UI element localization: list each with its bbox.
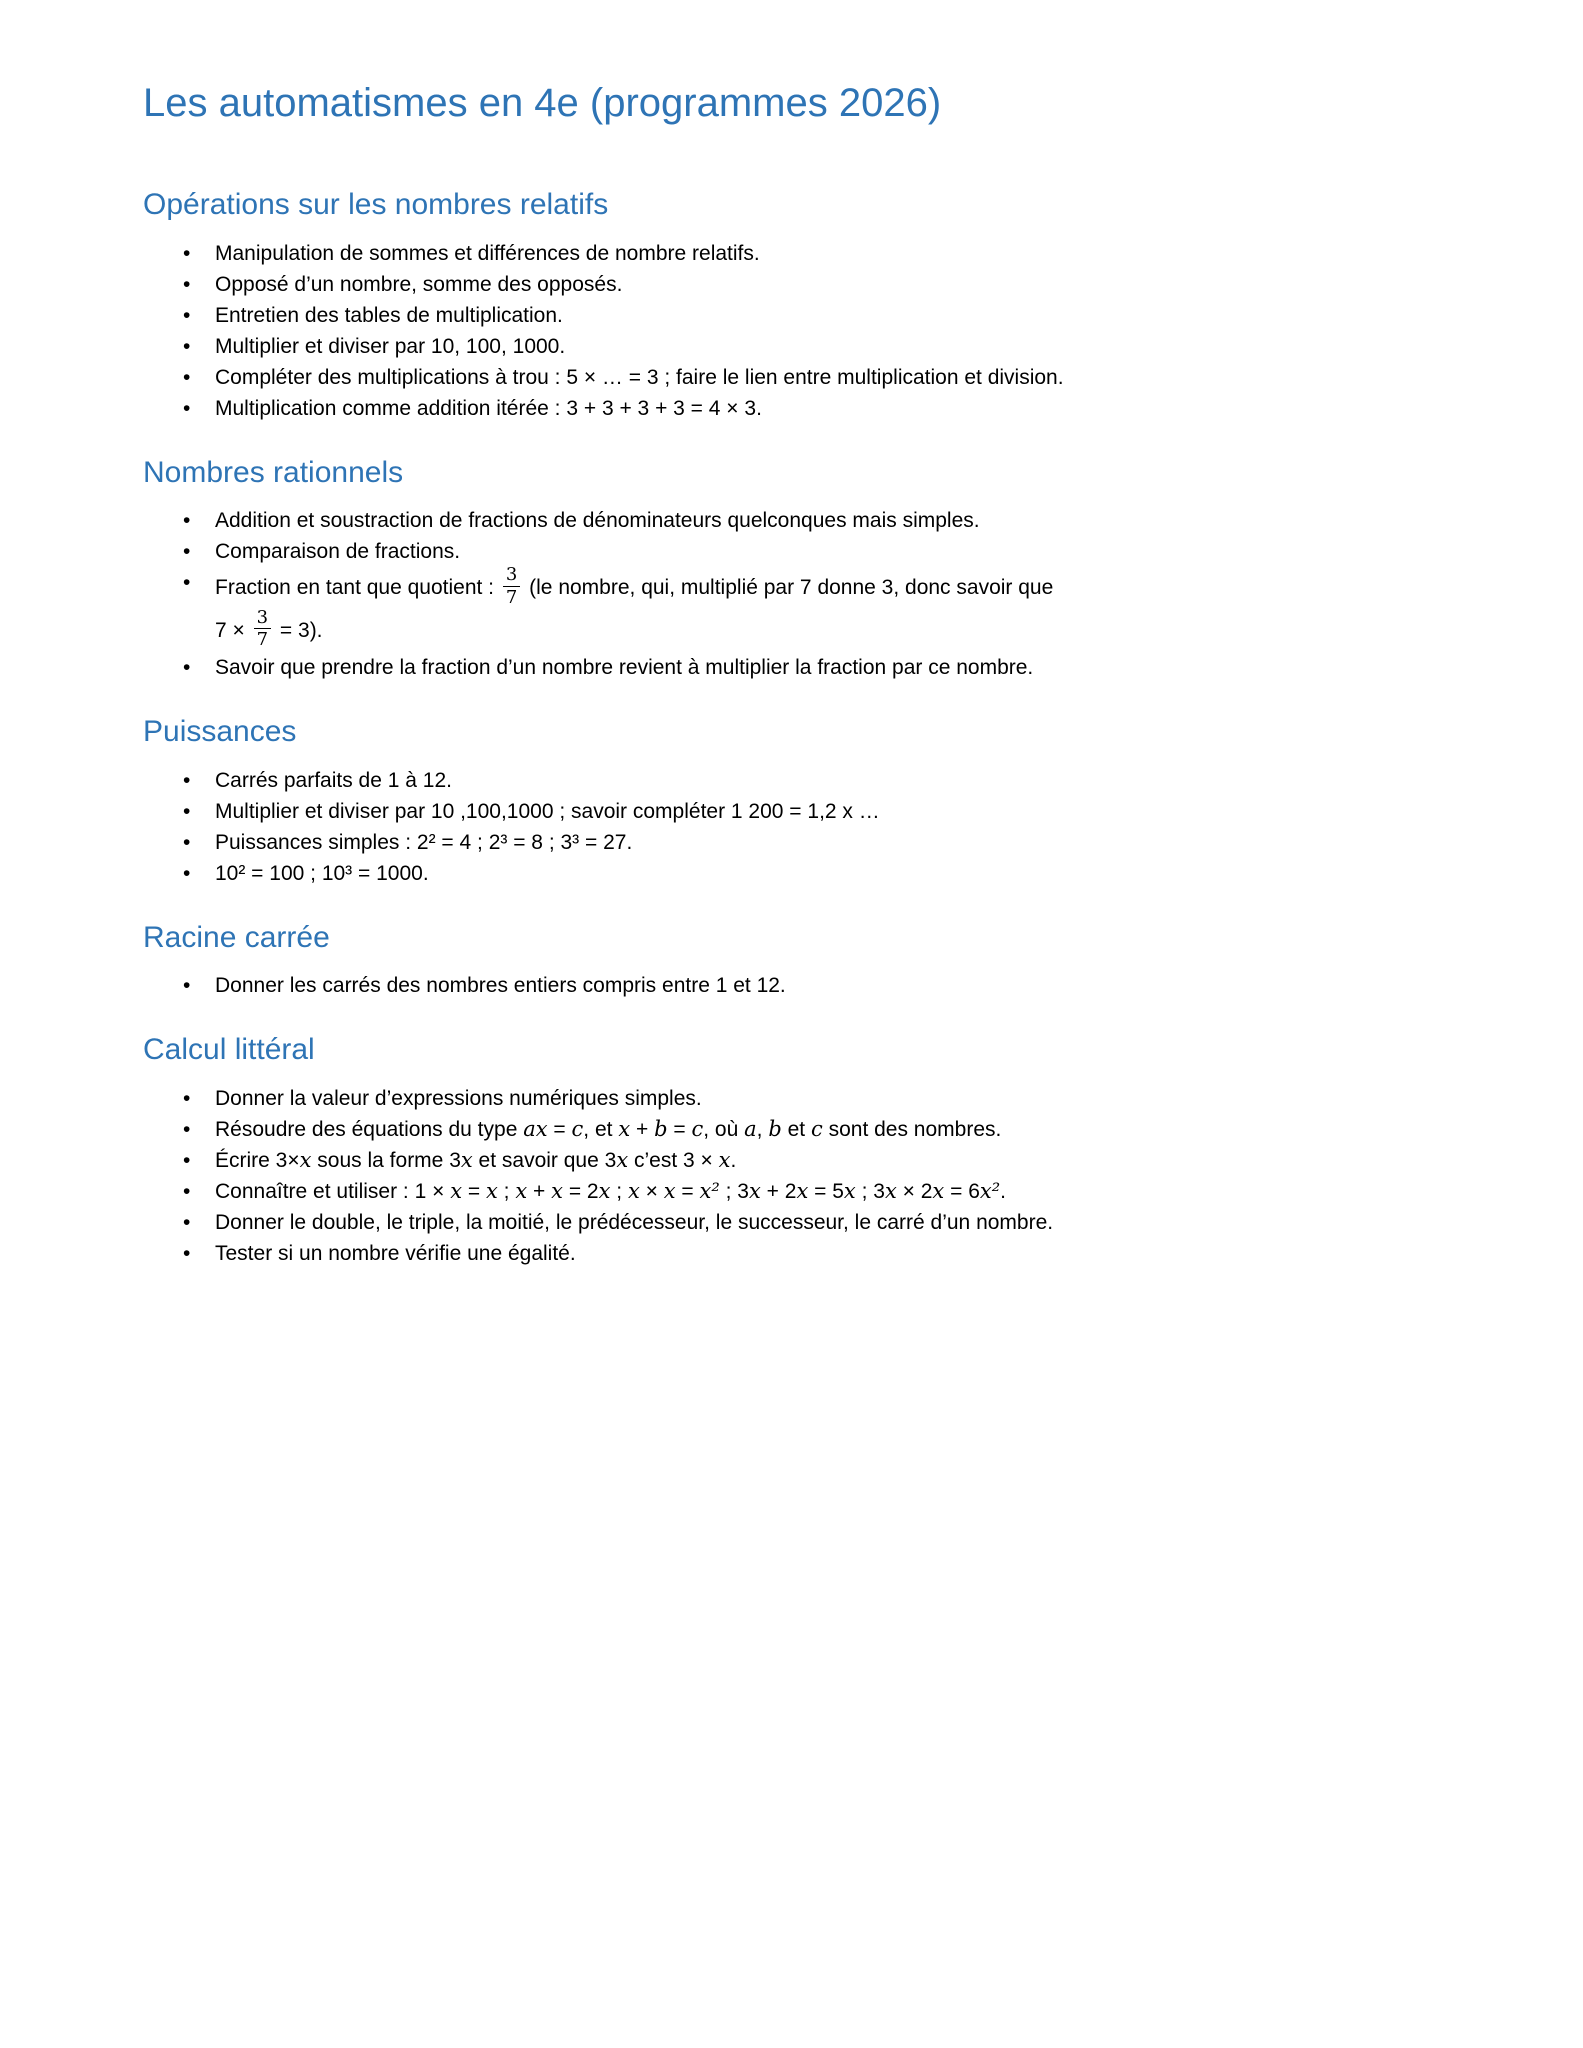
- bullet-item: [143, 1083, 1438, 1114]
- text-run: + 2: [760, 1179, 797, 1203]
- math-variable: x: [299, 1147, 312, 1172]
- math-variable: x²: [979, 1178, 1001, 1203]
- text-run: ,: [756, 1117, 769, 1141]
- text-run: Résoudre des équations du type: [215, 1117, 524, 1141]
- fraction: [503, 565, 520, 608]
- bullet-item: [143, 796, 1438, 827]
- math-variable: x: [796, 1178, 809, 1203]
- fraction-denominator: 7: [256, 629, 269, 651]
- text-run: Fraction en tant que quotient :: [215, 575, 500, 599]
- math-variable: x: [843, 1178, 856, 1203]
- bullet-item: [143, 300, 1438, 331]
- section-heading: Nombres rationnels: [143, 455, 404, 489]
- text-run: Compléter des multiplications à trou : 5 × … = 3 ; faire le lien entre multiplication et division.: [215, 365, 1064, 389]
- text-run: Savoir que prendre la fraction d’un nombre revient à multiplier la fraction par ce nombre.: [215, 656, 1034, 680]
- text-run: ;: [497, 1179, 516, 1203]
- math-variable: x: [450, 1178, 463, 1203]
- text-run: = 5: [808, 1179, 844, 1203]
- bullet-item: [143, 238, 1438, 269]
- text-run: Addition et soustraction de fractions de dénominateurs quelconques mais simples.: [215, 509, 980, 532]
- math-variable: x: [515, 1178, 528, 1203]
- text-run: Opposé d’un nombre, somme des opposés.: [215, 272, 623, 296]
- text-run: c’est 3 ×: [628, 1148, 719, 1172]
- text-run: Donner la valeur d’expressions numériques simples.: [215, 1086, 702, 1110]
- text-run: Manipulation de sommes et différences de nombre relatifs.: [215, 241, 760, 265]
- text-run: Multiplier et diviser par 10, 100, 1000.: [215, 334, 566, 358]
- bullet-item: [143, 970, 1438, 1001]
- math-variable: x²: [699, 1178, 720, 1203]
- text-run: , où: [703, 1117, 745, 1141]
- text-run: Multiplier et diviser par 10 ,100,1000 ; savoir compléter 1 200 = 1,2 x …: [215, 799, 880, 823]
- text-run: 7 ×: [215, 618, 251, 642]
- text-run: × 2: [896, 1179, 933, 1203]
- section-heading: Opérations sur les nombres relatifs: [143, 188, 609, 221]
- text-run: =: [547, 1117, 572, 1141]
- math-variable: x: [598, 1178, 611, 1203]
- math-variable: x: [551, 1178, 563, 1203]
- bullet-list: [143, 765, 1438, 889]
- text-run: = 2: [562, 1179, 599, 1203]
- math-variable: x: [663, 1178, 676, 1203]
- document-title: Les automatismes en 4e (programmes 2026): [143, 81, 942, 125]
- math-variable: x: [748, 1178, 761, 1203]
- bullet-item: [143, 505, 1438, 536]
- fraction-denominator: 7: [505, 586, 518, 608]
- text-run: Comparaison de fractions.: [215, 540, 461, 563]
- text-run: +: [527, 1179, 552, 1203]
- math-variable: x: [486, 1178, 498, 1203]
- section: [143, 715, 1438, 889]
- text-run: ×: [639, 1179, 664, 1203]
- text-run: Écrire 3×: [215, 1148, 300, 1172]
- section: [143, 188, 1438, 424]
- section-heading: Calcul littéral: [143, 1033, 315, 1067]
- text-run: et savoir que 3: [472, 1148, 617, 1172]
- math-variable: c: [691, 1116, 704, 1141]
- bullet-item: [143, 827, 1438, 858]
- text-run: et: [781, 1117, 811, 1141]
- math-variable: b: [768, 1116, 782, 1141]
- bullet-item: [143, 652, 1438, 683]
- text-run: sous la forme 3: [311, 1148, 461, 1172]
- text-run: (le nombre, qui, multiplié par 7 donne 3, donc savoir que: [523, 575, 1054, 599]
- math-variable: x: [932, 1178, 945, 1203]
- text-run: sont des nombres.: [822, 1117, 1002, 1141]
- math-variable: b: [654, 1116, 668, 1141]
- math-variable: x: [460, 1147, 473, 1172]
- bullet-item: [143, 1145, 1438, 1176]
- math-variable: x: [884, 1178, 897, 1203]
- bullet-item: [143, 269, 1438, 300]
- text-run: Donner les carrés des nombres entiers compris entre 1 et 12.: [215, 974, 786, 998]
- bullet-list: [143, 970, 1438, 1001]
- section: [143, 456, 1438, 684]
- text-run: Carrés parfaits de 1 à 12.: [215, 768, 452, 792]
- text-run: .: [730, 1148, 737, 1172]
- bullet-item: [143, 362, 1438, 393]
- fraction-numerator: 3: [503, 565, 520, 587]
- bullet-list: [143, 1083, 1438, 1269]
- bullet-item: [143, 1114, 1438, 1145]
- fraction: [254, 608, 271, 651]
- text-run: Tester si un nombre vérifie une égalité.: [215, 1241, 576, 1265]
- text-run: .: [1000, 1179, 1006, 1203]
- bullet-item: [143, 536, 1438, 567]
- bullet-list: [143, 505, 1438, 683]
- text-run: Donner le double, le triple, la moitié, le prédécesseur, le successeur, le carré d’un nombre.: [215, 1210, 1054, 1234]
- text-run: Multiplication comme addition itérée : 3 + 3 + 3 + 3 = 4 × 3.: [215, 396, 762, 420]
- math-variable: x: [627, 1178, 640, 1203]
- text-run: =: [462, 1179, 486, 1203]
- bullet-item: [143, 331, 1438, 362]
- text-run: = 3).: [274, 618, 323, 642]
- text-run: +: [630, 1117, 655, 1141]
- text-run: =: [675, 1179, 700, 1203]
- bullet-item: [143, 765, 1438, 796]
- section-heading: Racine carrée: [143, 920, 330, 954]
- section-heading: Puissances: [143, 715, 297, 749]
- math-variable: ax: [523, 1116, 548, 1141]
- math-variable: a: [744, 1116, 757, 1141]
- bullet-item: [143, 564, 1438, 652]
- bullet-list: [143, 238, 1438, 424]
- bullet-item: [143, 393, 1438, 424]
- section: [143, 921, 1438, 1002]
- text-run: ; 3: [855, 1179, 885, 1203]
- math-variable: c: [571, 1116, 584, 1141]
- text-run: =: [667, 1117, 692, 1141]
- text-run: 10² = 100 ; 10³ = 1000.: [215, 861, 429, 885]
- math-variable: x: [618, 1116, 631, 1141]
- text-run: ; 3: [719, 1179, 749, 1203]
- text-run: , et: [583, 1117, 619, 1141]
- text-run: Entretien des tables de multiplication.: [215, 303, 563, 327]
- math-variable: x: [718, 1147, 731, 1172]
- bullet-item: [143, 858, 1438, 889]
- bullet-item: [143, 1207, 1438, 1238]
- math-variable: x: [616, 1147, 629, 1172]
- text-run: ;: [610, 1179, 628, 1203]
- text-run: = 6: [944, 1179, 980, 1203]
- bullet-item: [143, 1176, 1438, 1207]
- fraction-numerator: 3: [254, 608, 271, 630]
- text-run: Puissances simples : 2² = 4 ; 2³ = 8 ; 3³ = 27.: [215, 830, 633, 854]
- math-variable: c: [810, 1116, 823, 1141]
- sections-container: [143, 188, 1438, 1269]
- bullet-item: [143, 1238, 1438, 1269]
- text-run: Connaître et utiliser : 1 ×: [215, 1179, 451, 1203]
- section: [143, 1033, 1438, 1269]
